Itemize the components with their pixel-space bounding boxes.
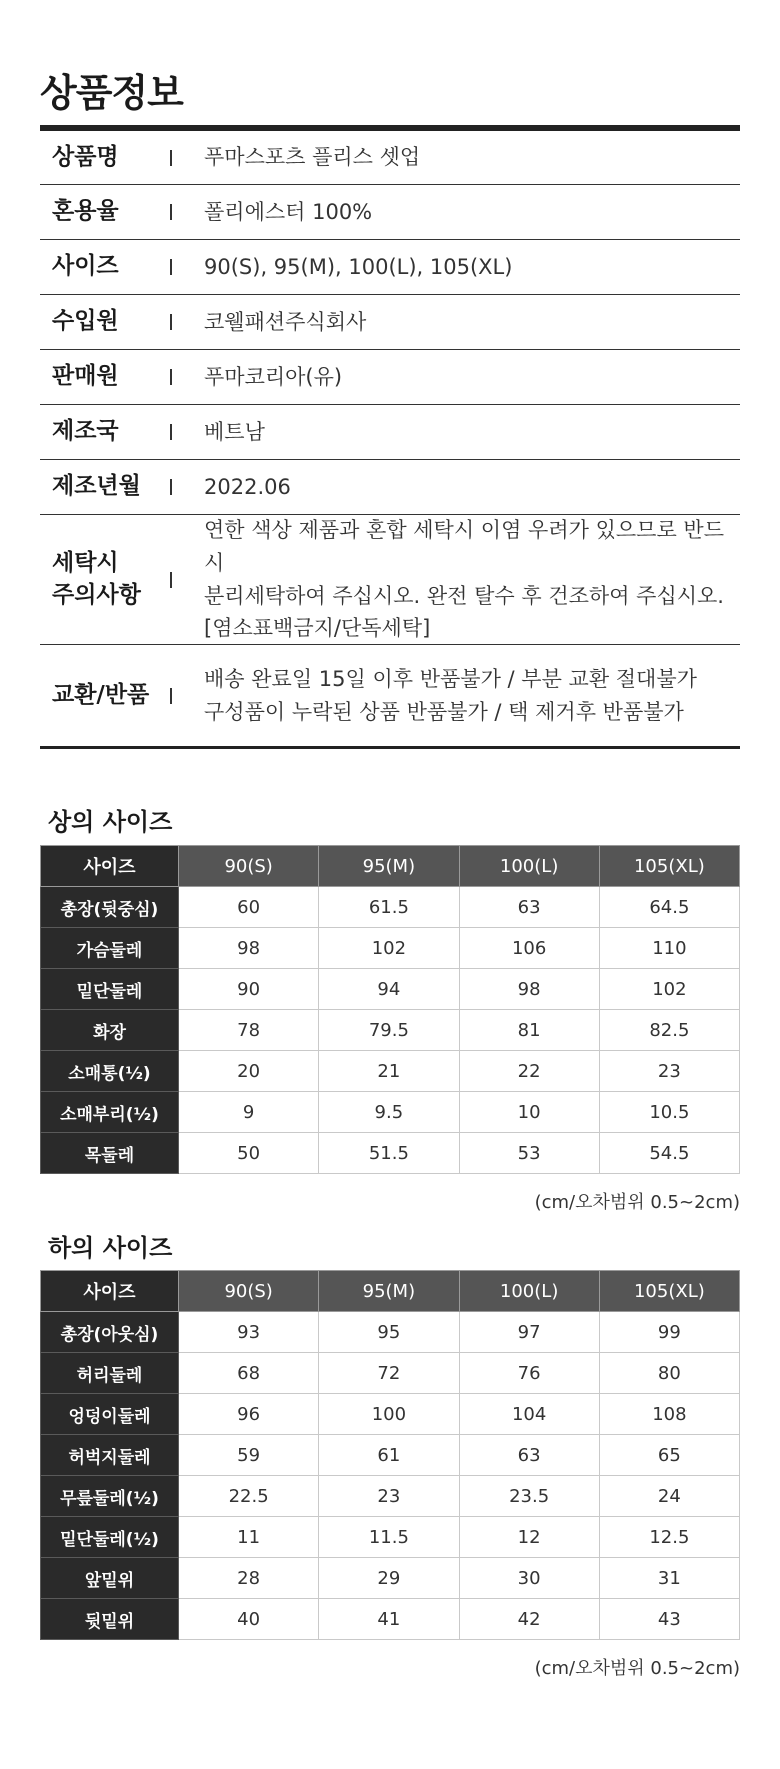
- measure-value-cell: 78: [179, 1010, 319, 1051]
- measure-value-cell: 53: [459, 1133, 599, 1174]
- measure-value-cell: 43: [599, 1599, 739, 1640]
- info-separator: [170, 259, 184, 275]
- measure-value-cell: 80: [599, 1353, 739, 1394]
- measure-value-cell: 11: [179, 1517, 319, 1558]
- measure-value-cell: 76: [459, 1353, 599, 1394]
- table-row: [41, 1476, 740, 1517]
- info-value: 푸마코리아(유): [204, 364, 343, 389]
- info-separator: [170, 150, 184, 166]
- size-header-cell: 95(M): [319, 1271, 459, 1312]
- measure-value-cell: 63: [459, 1435, 599, 1476]
- info-label: 교환/반품: [52, 681, 150, 708]
- info-separator: [170, 314, 184, 330]
- measure-value-cell: 94: [319, 969, 459, 1010]
- info-row: [40, 515, 740, 645]
- measure-label-cell: 밑단둘레: [41, 969, 179, 1010]
- measure-value-cell: 22.5: [179, 1476, 319, 1517]
- measure-value-cell: 10: [459, 1092, 599, 1133]
- measure-value-cell: 61: [319, 1435, 459, 1476]
- measure-value-cell: 99: [599, 1312, 739, 1353]
- info-row: [40, 460, 740, 515]
- header-label-cell: 사이즈: [41, 846, 179, 887]
- bottom-size-table: [40, 1270, 740, 1640]
- measure-value-cell: 23.5: [459, 1476, 599, 1517]
- table-row: [41, 1133, 740, 1174]
- measure-value-cell: 23: [599, 1051, 739, 1092]
- measure-value-cell: 96: [179, 1394, 319, 1435]
- measure-value-cell: 104: [459, 1394, 599, 1435]
- table-row: [41, 1394, 740, 1435]
- measure-value-cell: 51.5: [319, 1133, 459, 1174]
- info-row: [40, 350, 740, 405]
- measure-value-cell: 81: [459, 1010, 599, 1051]
- info-row: [40, 645, 740, 746]
- size-header-cell: 100(L): [459, 1271, 599, 1312]
- info-label: 제조년월: [52, 473, 141, 500]
- info-label: 판매원: [52, 363, 119, 390]
- table-row: [41, 928, 740, 969]
- info-value: 베트남: [204, 419, 265, 444]
- top-size-title: 상의 사이즈: [48, 808, 173, 836]
- measure-label-cell: 뒷밑위: [41, 1599, 179, 1640]
- measure-label-cell: 무릎둘레(½): [41, 1476, 179, 1517]
- info-label: 혼용율: [52, 198, 119, 225]
- measure-value-cell: 9: [179, 1092, 319, 1133]
- measure-label-cell: 앞밑위: [41, 1558, 179, 1599]
- info-label: 수입원: [52, 308, 119, 335]
- measure-value-cell: 102: [319, 928, 459, 969]
- header-label-cell: 사이즈: [41, 1271, 179, 1312]
- measure-value-cell: 42: [459, 1599, 599, 1640]
- product-info-table: [40, 125, 740, 749]
- table-row: [41, 1599, 740, 1640]
- info-label: 상품명: [52, 143, 119, 170]
- measure-value-cell: 29: [319, 1558, 459, 1599]
- table-header-row: [41, 1271, 740, 1312]
- measure-value-cell: 40: [179, 1599, 319, 1640]
- measure-value-cell: 12.5: [599, 1517, 739, 1558]
- table-row: [41, 969, 740, 1010]
- measure-value-cell: 90: [179, 969, 319, 1010]
- measure-value-cell: 28: [179, 1558, 319, 1599]
- measure-value-cell: 68: [179, 1353, 319, 1394]
- size-header-cell: 105(XL): [599, 846, 739, 887]
- measure-value-cell: 98: [179, 928, 319, 969]
- info-label: 제조국: [52, 418, 119, 445]
- table-row: [41, 1312, 740, 1353]
- table-row: [41, 1353, 740, 1394]
- info-value: 코웰패션주식회사: [204, 309, 367, 334]
- measure-value-cell: 11.5: [319, 1517, 459, 1558]
- measure-label-cell: 소매부리(½): [41, 1092, 179, 1133]
- bottom-size-title: 하의 사이즈: [48, 1234, 173, 1262]
- measure-value-cell: 79.5: [319, 1010, 459, 1051]
- measure-value-cell: 110: [599, 928, 739, 969]
- measure-value-cell: 60: [179, 887, 319, 928]
- table-row: [41, 1517, 740, 1558]
- measure-label-cell: 엉덩이둘레: [41, 1394, 179, 1435]
- table-row: [41, 887, 740, 928]
- measure-value-cell: 97: [459, 1312, 599, 1353]
- measure-label-cell: 총장(아웃심): [41, 1312, 179, 1353]
- measure-value-cell: 30: [459, 1558, 599, 1599]
- measure-value-cell: 106: [459, 928, 599, 969]
- top-size-table: [40, 845, 740, 1174]
- top-size-note: (cm/오차범위 0.5~2cm): [534, 1192, 740, 1213]
- measure-value-cell: 61.5: [319, 887, 459, 928]
- size-header-cell: 105(XL): [599, 1271, 739, 1312]
- bottom-size-note: (cm/오차범위 0.5~2cm): [534, 1658, 740, 1679]
- table-row: [41, 1092, 740, 1133]
- measure-value-cell: 24: [599, 1476, 739, 1517]
- measure-value-cell: 12: [459, 1517, 599, 1558]
- info-value: 배송 완료일 15일 이후 반품불가 / 부분 교환 절대불가 구성품이 누락된 상품 반품불가 / 택 제거후 반품불가: [204, 666, 697, 724]
- measure-value-cell: 59: [179, 1435, 319, 1476]
- info-separator: [170, 369, 184, 385]
- measure-value-cell: 108: [599, 1394, 739, 1435]
- info-row: [40, 131, 740, 185]
- info-value: 푸마스포츠 플리스 셋업: [204, 145, 421, 170]
- measure-value-cell: 63: [459, 887, 599, 928]
- info-separator: [170, 688, 184, 704]
- page-title: 상품정보: [40, 71, 183, 115]
- measure-value-cell: 72: [319, 1353, 459, 1394]
- measure-value-cell: 93: [179, 1312, 319, 1353]
- table-row: [41, 1010, 740, 1051]
- size-header-cell: 90(S): [179, 1271, 319, 1312]
- table-row: [41, 1558, 740, 1599]
- measure-value-cell: 50: [179, 1133, 319, 1174]
- measure-value-cell: 64.5: [599, 887, 739, 928]
- measure-value-cell: 23: [319, 1476, 459, 1517]
- measure-label-cell: 화장: [41, 1010, 179, 1051]
- measure-value-cell: 10.5: [599, 1092, 739, 1133]
- info-separator: [170, 424, 184, 440]
- size-header-cell: 90(S): [179, 846, 319, 887]
- table-row: [41, 1051, 740, 1092]
- measure-value-cell: 100: [319, 1394, 459, 1435]
- measure-value-cell: 21: [319, 1051, 459, 1092]
- info-separator: [170, 204, 184, 220]
- size-header-cell: 95(M): [319, 846, 459, 887]
- measure-label-cell: 소매통(½): [41, 1051, 179, 1092]
- table-row: [41, 1435, 740, 1476]
- measure-label-cell: 밑단둘레(½): [41, 1517, 179, 1558]
- table-header-row: [41, 846, 740, 887]
- info-row: [40, 185, 740, 240]
- info-label: 세탁시 주의사항: [52, 550, 141, 608]
- measure-value-cell: 98: [459, 969, 599, 1010]
- measure-value-cell: 102: [599, 969, 739, 1010]
- measure-label-cell: 허리둘레: [41, 1353, 179, 1394]
- info-separator: [170, 572, 184, 588]
- info-row: [40, 240, 740, 295]
- measure-value-cell: 9.5: [319, 1092, 459, 1133]
- info-separator: [170, 479, 184, 495]
- measure-value-cell: 22: [459, 1051, 599, 1092]
- measure-label-cell: 가슴둘레: [41, 928, 179, 969]
- measure-value-cell: 41: [319, 1599, 459, 1640]
- info-value: 폴리에스터 100%: [204, 199, 373, 224]
- measure-value-cell: 65: [599, 1435, 739, 1476]
- measure-value-cell: 95: [319, 1312, 459, 1353]
- measure-label-cell: 총장(뒷중심): [41, 887, 179, 928]
- measure-value-cell: 82.5: [599, 1010, 739, 1051]
- info-row: [40, 405, 740, 460]
- size-header-cell: 100(L): [459, 846, 599, 887]
- info-value: 연한 색상 제품과 혼합 세탁시 이염 우려가 있으므로 반드시 분리세탁하여 주십시오. 완전 탈수 후 건조하여 주십시오. [염소표백금지/단독세탁]: [204, 518, 724, 641]
- measure-label-cell: 목둘레: [41, 1133, 179, 1174]
- measure-value-cell: 31: [599, 1558, 739, 1599]
- info-value: 90(S), 95(M), 100(L), 105(XL): [204, 254, 513, 279]
- info-value: 2022.06: [204, 474, 291, 499]
- measure-label-cell: 허벅지둘레: [41, 1435, 179, 1476]
- info-label: 사이즈: [52, 253, 119, 280]
- measure-value-cell: 54.5: [599, 1133, 739, 1174]
- info-row: [40, 295, 740, 350]
- measure-value-cell: 20: [179, 1051, 319, 1092]
